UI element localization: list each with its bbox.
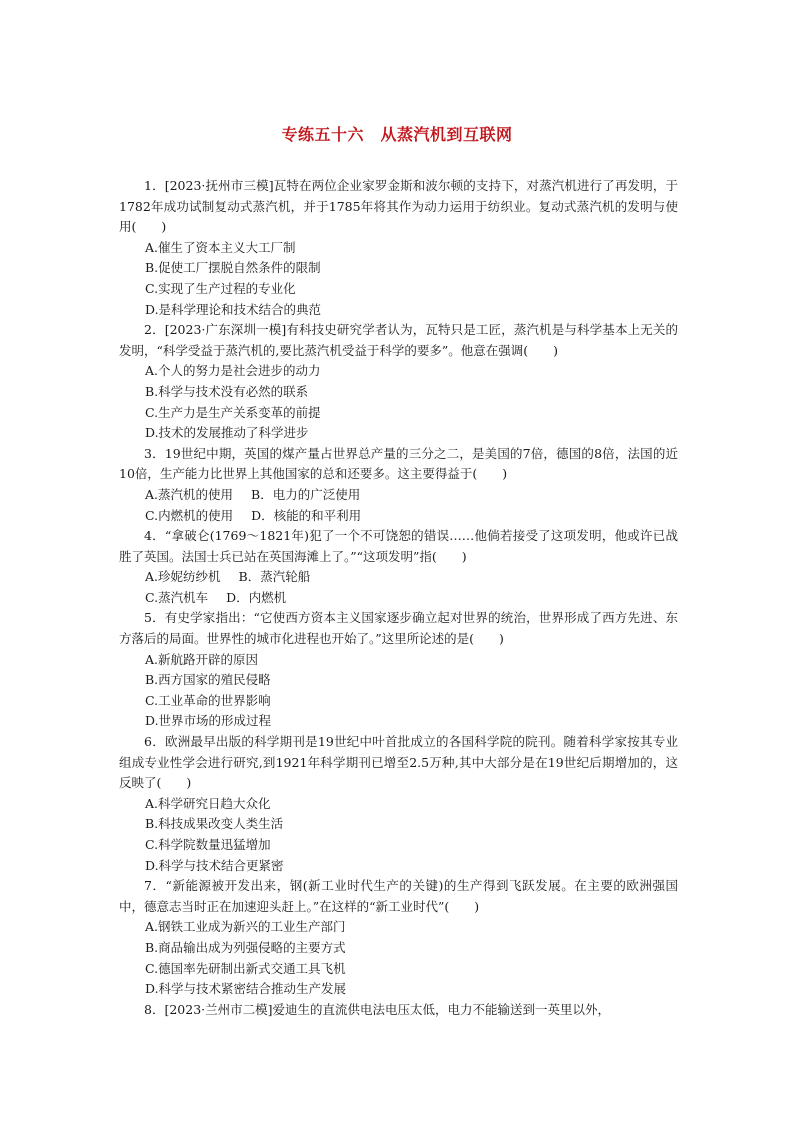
page-title: 专练五十六 从蒸汽机到互联网 bbox=[281, 125, 513, 144]
option-row bbox=[119, 506, 678, 527]
option-a: A.珍妮纺纱机 bbox=[145, 569, 221, 585]
question-list bbox=[119, 176, 678, 1020]
option-d: D．核能的和平利用 bbox=[251, 507, 362, 523]
question-3 bbox=[119, 444, 678, 526]
question-1 bbox=[119, 176, 678, 320]
option-a: A.蒸汽机的使用 bbox=[145, 486, 234, 502]
option-c: C.德国率先研制出新式交通工具飞机 bbox=[145, 960, 346, 976]
option-b: B.西方国家的殖民侵略 bbox=[145, 672, 271, 688]
option-row bbox=[119, 567, 678, 588]
option-d: D.世界市场的形成过程 bbox=[145, 713, 272, 729]
question-stem: 4．“拿破仑(1769～1821年)犯了一个不可饶恕的错误……他倘若接受了这项发明，他或许已战胜了英国。法国士兵已站在英国海滩上了。”“这项发明”指( ) bbox=[119, 528, 678, 564]
option-b: B.科技成果改变人类生活 bbox=[145, 816, 284, 832]
question-stem: 1．[2023·抚州市三模]瓦特在两位企业家罗金斯和波尔顿的支持下，对蒸汽机进行了再发明，于1782年成功试制复动式蒸汽机，并于1785年将其作为动力运用于纺织业。复动式蒸汽机的发明与使用( ) bbox=[119, 178, 678, 235]
option-a: A.科学研究日趋大众化 bbox=[145, 795, 271, 811]
question-4 bbox=[119, 526, 678, 608]
option-d: D.技术的发展推动了科学进步 bbox=[145, 425, 309, 441]
question-8 bbox=[119, 1000, 678, 1021]
question-stem: 6．欧洲最早出版的科学期刊是19世纪中叶首批成立的各国科学院的院刊。随着科学家按其专业组成专业性学会进行研究,到1921年科学期刊已增至2.5万种,其中大部分是在19世纪后期增加的，这反映了( ) bbox=[119, 734, 678, 791]
option-a: A.催生了资本主义大工厂制 bbox=[145, 239, 296, 255]
question-7 bbox=[119, 876, 678, 1000]
question-5 bbox=[119, 608, 678, 732]
question-stem: 5．有史学家指出：“它使西方资本主义国家逐步确立起对世界的统治，世界形成了西方先进、东方落后的局面。世界性的城市化进程也开始了。”这里所论述的是( ) bbox=[119, 610, 678, 647]
question-6 bbox=[119, 732, 678, 876]
option-d: D.科学与技术结合更紧密 bbox=[145, 857, 284, 873]
option-c: C.蒸汽机车 bbox=[145, 589, 209, 605]
option-a: A.新航路开辟的原因 bbox=[145, 651, 259, 667]
option-b: B.促使工厂摆脱自然条件的限制 bbox=[145, 260, 321, 276]
option-b: B．电力的广泛使用 bbox=[251, 486, 361, 502]
option-c: C.内燃机的使用 bbox=[145, 507, 234, 523]
option-b: B.商品输出成为列强侵略的主要方式 bbox=[145, 939, 346, 955]
option-d: D.科学与技术紧密结合推动生产发展 bbox=[145, 981, 347, 997]
option-row bbox=[119, 588, 678, 609]
option-c: C.工业革命的世界影响 bbox=[145, 692, 271, 708]
option-c: C.生产力是生产关系变革的前提 bbox=[145, 404, 321, 420]
option-b: B．蒸汽轮船 bbox=[238, 569, 311, 585]
option-a: A.个人的努力是社会进步的动力 bbox=[145, 363, 321, 379]
option-a: A.钢铁工业成为新兴的工业生产部门 bbox=[145, 919, 346, 935]
question-stem: 7．“新能源被开发出来，钢(新工业时代生产的关键)的生产得到飞跃发展。在主要的欧洲强国中，德意志当时正在加速迎头赶上。”在这样的“新工业时代”( ) bbox=[119, 878, 678, 914]
option-d: D．内燃机 bbox=[226, 589, 287, 605]
option-c: C.实现了生产过程的专业化 bbox=[145, 280, 296, 296]
option-b: B.科学与技术没有必然的联系 bbox=[145, 383, 309, 399]
question-stem: 3．19世纪中期，英国的煤产量占世界总产量的三分之二，是美国的7倍，德国的8倍，法国的近10倍，生产能力比世界上其他国家的总和还要多。这主要得益于( ) bbox=[119, 445, 678, 482]
option-c: C.科学院数量迅猛增加 bbox=[145, 837, 271, 852]
option-row bbox=[119, 485, 678, 506]
question-stem: 2．[2023·广东深圳一模]有科技史研究学者认为，瓦特只是工匠，蒸汽机是与科学基本上无关的发明，“科学受益于蒸汽机的,要比蒸汽机受益于科学的要多”。他意在强调( ) bbox=[119, 322, 678, 358]
option-d: D.是科学理论和技术结合的典范 bbox=[145, 301, 322, 317]
question-stem: 8．[2023·兰州市二模]爱迪生的直流供电法电压太低，电力不能输送到一英里以外， bbox=[144, 1001, 610, 1017]
question-2 bbox=[119, 320, 678, 444]
